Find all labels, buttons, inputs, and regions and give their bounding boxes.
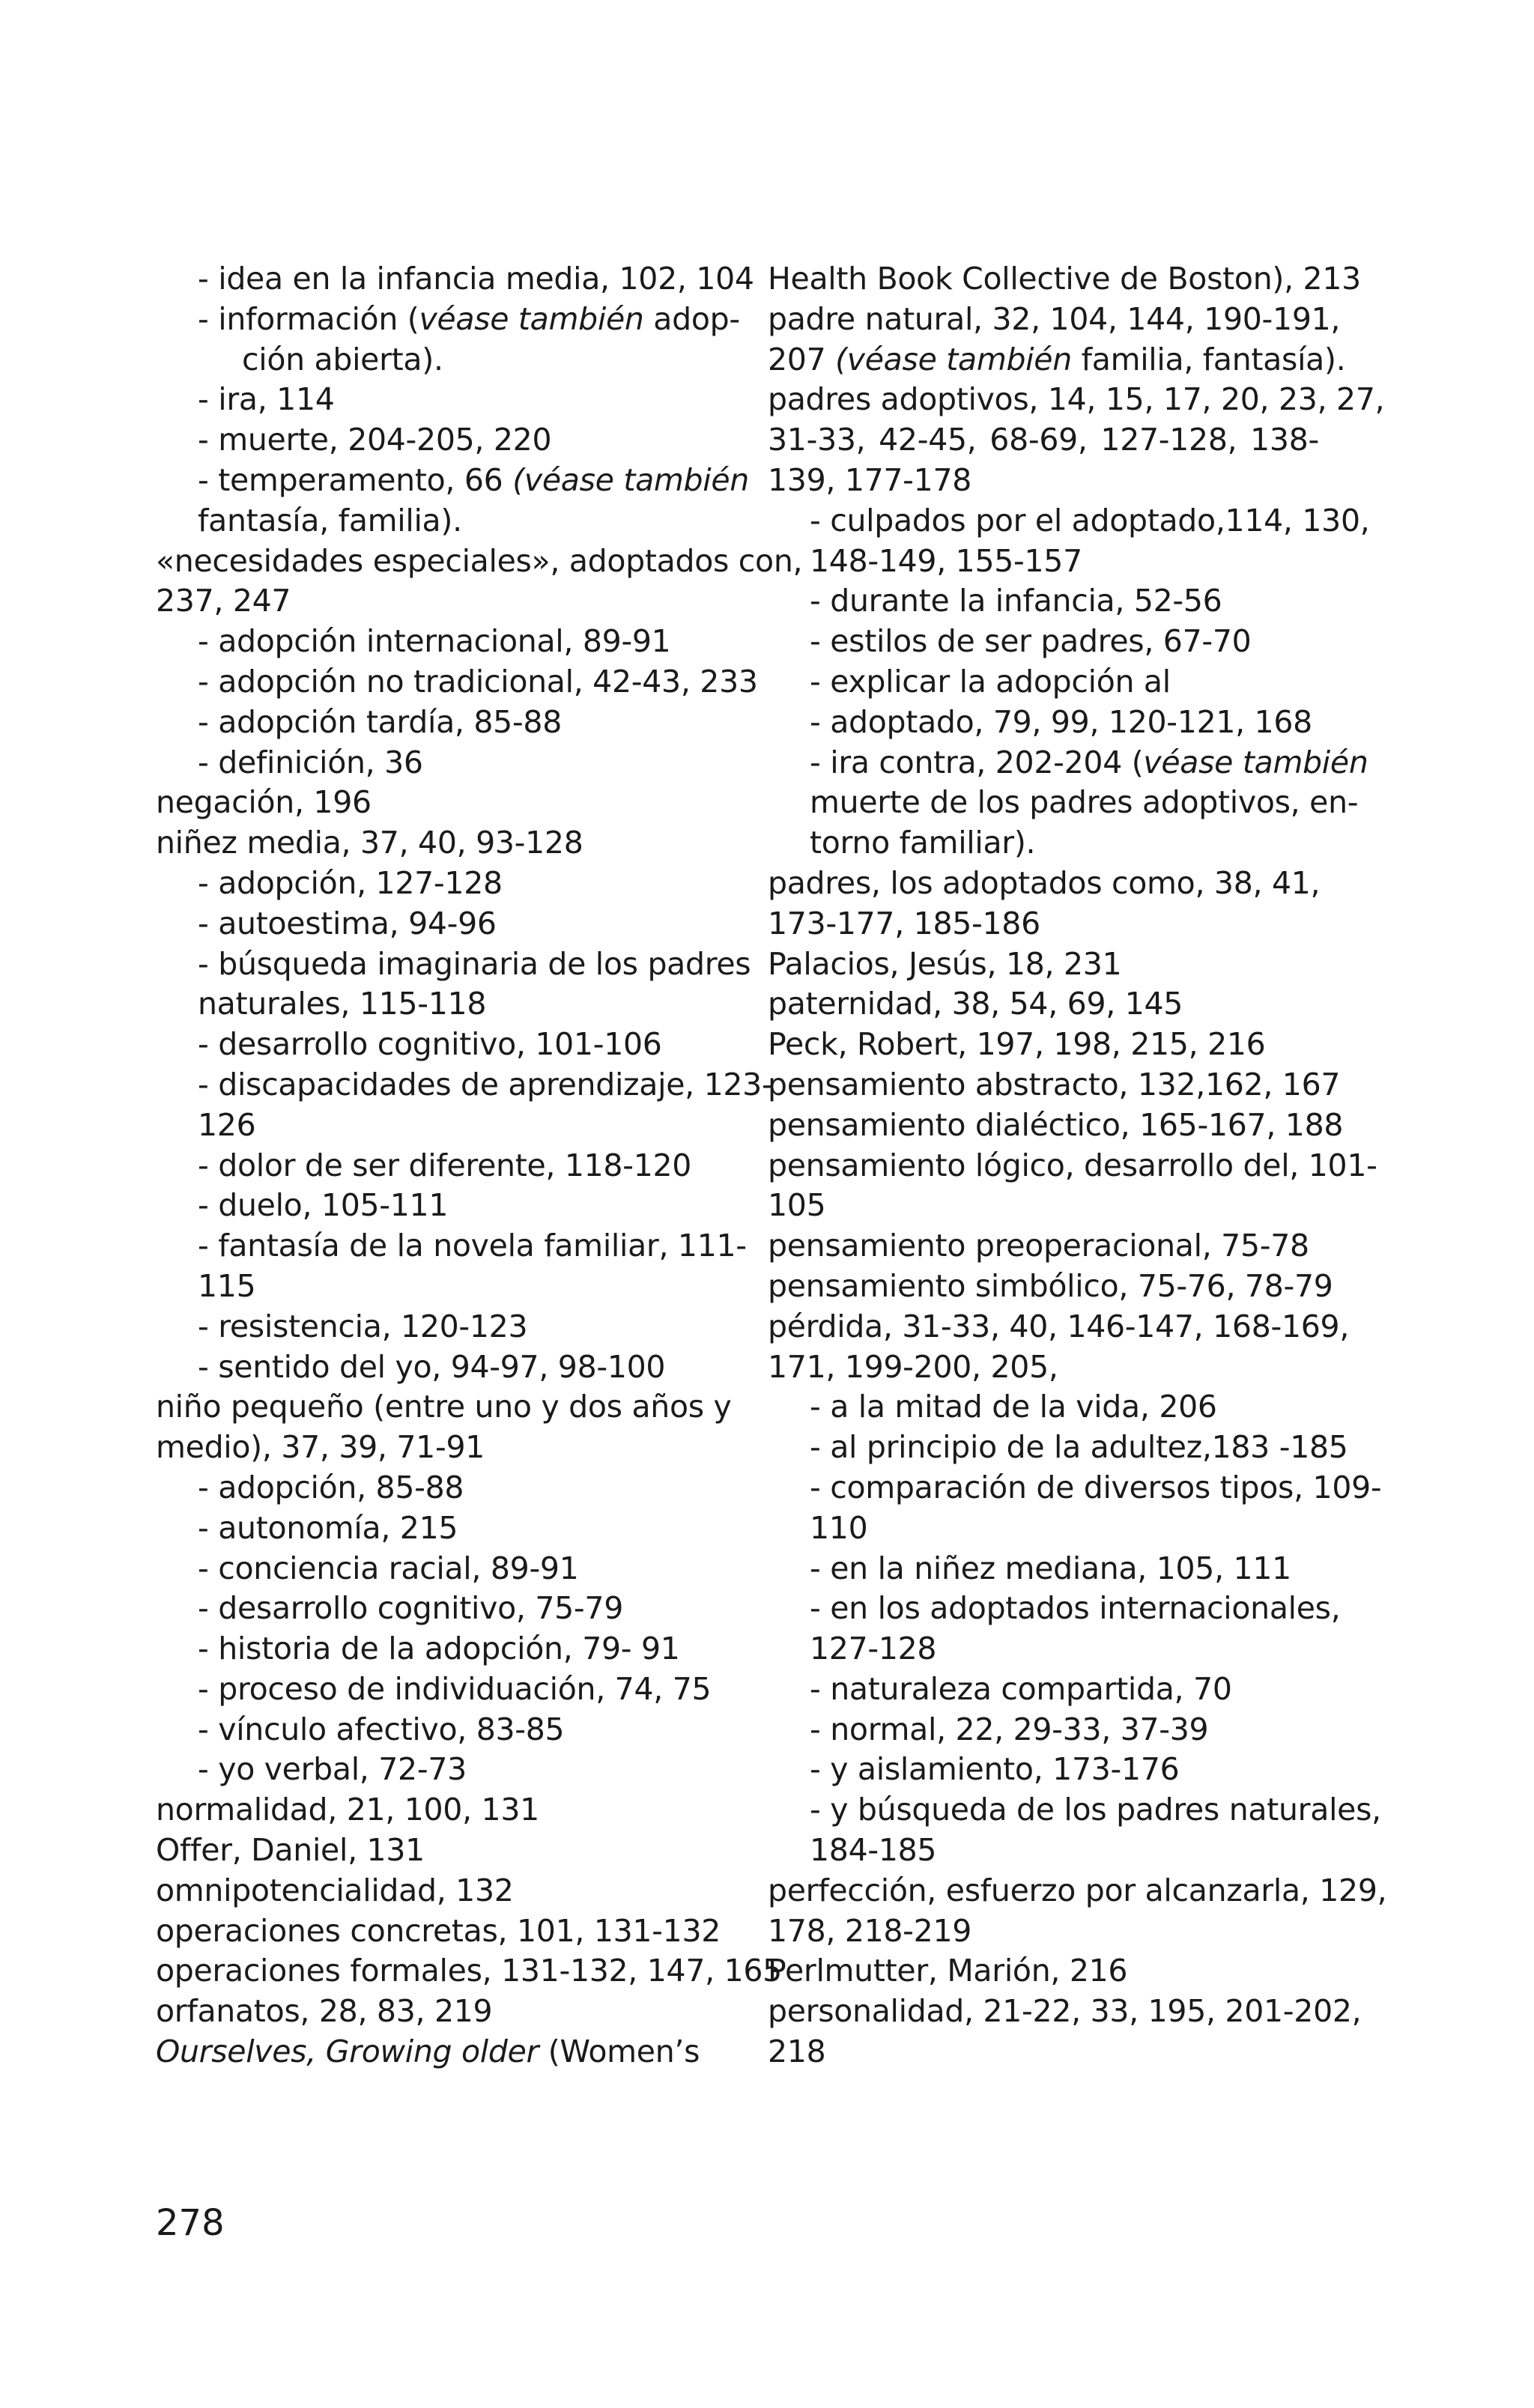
index-entry-line: padre natural, 32, 104, 144, 190-191, [768, 300, 1341, 337]
index-entry-line: - duelo, 105-111 [198, 1187, 449, 1224]
index-entry-line: niño pequeño (entre uno y dos años y [156, 1389, 732, 1425]
index-entry-line: - historia de la adopción, 79- 91 [198, 1631, 680, 1667]
index-entry-line: - conciencia racial, 89-91 [198, 1550, 579, 1586]
index-entry-line: 171, 199-200, 205, [768, 1348, 1058, 1385]
index-entry-line: 31-33, 42-45, 68-69, 127-128, 138- [768, 422, 1319, 458]
index-entry-line: - comparación de diversos tipos, 109- [810, 1469, 1382, 1505]
index-entry-line: torno familiar). [810, 825, 1036, 861]
index-entry-line: - desarrollo cognitivo, 101-106 [198, 1026, 662, 1063]
index-entry-line: pensamiento abstracto, 132,162, 167 [768, 1066, 1341, 1103]
index-entry-line: pensamiento preoperacional, 75-78 [768, 1228, 1309, 1264]
index-entry-line: pensamiento lógico, desarrollo del, 101- [768, 1147, 1377, 1183]
index-entry-line: 184-185 [810, 1832, 937, 1869]
index-entry-line: operaciones formales, 131-132, 147, 165 [156, 1953, 782, 1989]
index-entry-line: niñez media, 37, 40, 93-128 [156, 825, 583, 861]
index-entry-line: normalidad, 21, 100, 131 [156, 1792, 539, 1828]
index-entry-line: ción abierta). [242, 341, 443, 377]
index-entry-line: - proceso de individuación, 74, 75 [198, 1670, 712, 1707]
index-entry-line: - sentido del yo, 94-97, 98-100 [198, 1348, 666, 1385]
index-entry-line: Peck, Robert, 197, 198, 215, 216 [768, 1026, 1266, 1063]
index-entry-line: 173-177, 185-186 [768, 905, 1040, 941]
index-entry-line: 105 [768, 1187, 826, 1224]
index-entry-line: 178, 218-219 [768, 1912, 972, 1949]
index-entry-line: fantasía, familia). [198, 502, 462, 539]
index-entry-line: - en los adoptados internacionales, [810, 1590, 1341, 1627]
index-entry-line: 115 [198, 1267, 256, 1304]
index-entry-line: Health Book Collective de Boston), 213 [768, 261, 1361, 297]
index-entry-line: - dolor de ser diferente, 118-120 [198, 1147, 692, 1183]
index-entry-line: - información (véase también adop- [198, 300, 740, 337]
index-entry-line: - y aislamiento, 173-176 [810, 1751, 1180, 1788]
index-entry-line: naturales, 115-118 [198, 986, 487, 1022]
index-entry-line: - yo verbal, 72-73 [198, 1751, 467, 1788]
index-entry-line: - vínculo afectivo, 83-85 [198, 1711, 565, 1747]
index-entry-line: 127-128 [810, 1631, 937, 1667]
index-entry-line: - desarrollo cognitivo, 75-79 [198, 1590, 623, 1627]
index-entry-line: - culpados por el adoptado,114, 130, [810, 502, 1370, 539]
index-entry-line: - adopción no tradicional, 42-43, 233 [198, 663, 758, 700]
index-entry-line: - ira, 114 [198, 381, 335, 418]
index-entry-line: omnipotencialidad, 132 [156, 1872, 514, 1908]
index-entry-line: - y búsqueda de los padres naturales, [810, 1792, 1381, 1828]
index-entry-line: - naturaleza compartida, 70 [810, 1670, 1232, 1707]
index-entry-line: Ourselves, Growing older (Women’s [156, 2034, 700, 2070]
index-entry-line: «necesidades especiales», adoptados con, [156, 542, 803, 579]
index-entry-line: - adopción, 85-88 [198, 1469, 464, 1505]
index-entry-line: - estilos de ser padres, 67-70 [810, 623, 1252, 660]
index-entry-line: - durante la infancia, 52-56 [810, 583, 1222, 619]
index-entry-line: - discapacidades de aprendizaje, 123- [198, 1066, 773, 1103]
index-entry-line: - definición, 36 [198, 744, 423, 780]
index-entry-line: - muerte, 204-205, 220 [198, 422, 552, 458]
index-entry-line: - en la niñez mediana, 105, 111 [810, 1550, 1291, 1586]
index-entry-line: padres, los adoptados como, 38, 41, [768, 864, 1321, 901]
index-entry-line: personalidad, 21-22, 33, 195, 201-202, [768, 1993, 1362, 2030]
index-entry-line: - adopción tardía, 85-88 [198, 703, 563, 740]
index-entry-line: pensamiento dialéctico, 165-167, 188 [768, 1106, 1344, 1143]
index-entry-line: Perlmutter, Marión, 216 [768, 1953, 1128, 1989]
index-entry-line: 110 [810, 1509, 868, 1546]
index-entry-line: pensamiento simbólico, 75-76, 78-79 [768, 1267, 1333, 1304]
index-entry-line: - a la mitad de la vida, 206 [810, 1389, 1217, 1425]
index-entry-line: - resistencia, 120-123 [198, 1308, 528, 1344]
index-entry-line: paternidad, 38, 54, 69, 145 [768, 986, 1183, 1022]
index-entry-line: 148-149, 155-157 [810, 542, 1082, 579]
index-entry-line: operaciones concretas, 101, 131-132 [156, 1912, 721, 1949]
index-entry-line: - autonomía, 215 [198, 1509, 458, 1546]
index-entry-line: - temperamento, 66 (véase también [198, 461, 749, 498]
index-entry-line: - búsqueda imaginaria de los padres [198, 945, 751, 982]
index-entry-line: Offer, Daniel, 131 [156, 1832, 425, 1869]
index-entry-line: muerte de los padres adoptivos, en- [810, 784, 1359, 821]
index-entry-line: medio), 37, 39, 71-91 [156, 1429, 485, 1466]
index-entry-line: padres adoptivos, 14, 15, 17, 20, 23, 27, [768, 381, 1385, 418]
index-entry-line: - autoestima, 94-96 [198, 905, 497, 941]
index-entry-line: perfección, esfuerzo por alcanzarla, 129, [768, 1872, 1387, 1908]
page-number: 278 [156, 2202, 225, 2244]
index-entry-line: - normal, 22, 29-33, 37-39 [810, 1711, 1209, 1747]
index-entry-line: 126 [198, 1106, 256, 1143]
index-entry-line: - al principio de la adultez,183 -185 [810, 1429, 1348, 1466]
index-entry-line: 139, 177-178 [768, 461, 972, 498]
index-entry-line: 207 (véase también familia, fantasía). [768, 341, 1346, 377]
index-entry-line: Palacios, Jesús, 18, 231 [768, 945, 1122, 982]
index-entry-line: 237, 247 [156, 583, 291, 619]
index-entry-line: - adoptado, 79, 99, 120-121, 168 [810, 703, 1312, 740]
index-entry-line: - adopción, 127-128 [198, 864, 503, 901]
index-entry-line: - adopción internacional, 89-91 [198, 623, 671, 660]
index-entry-line: negación, 196 [156, 784, 372, 821]
index-entry-line: - fantasía de la novela familiar, 111- [198, 1228, 747, 1264]
index-entry-line: - idea en la infancia media, 102, 104 [198, 261, 754, 297]
index-entry-line: pérdida, 31-33, 40, 146-147, 168-169, [768, 1308, 1350, 1344]
index-column-right [768, 259, 1387, 2072]
index-entry-line: orfanatos, 28, 83, 219 [156, 1993, 493, 2030]
index-entry-line: 218 [768, 2034, 826, 2070]
index-entry-line: - ira contra, 202-204 (véase también [810, 744, 1368, 780]
index-entry-line: - explicar la adopción al [810, 663, 1171, 700]
